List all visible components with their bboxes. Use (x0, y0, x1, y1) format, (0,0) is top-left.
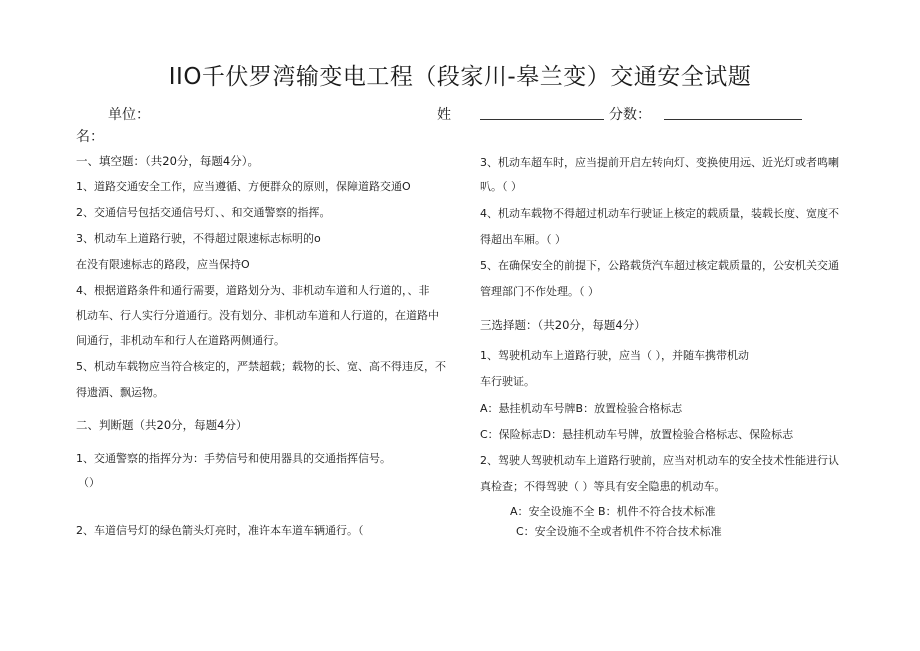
judge-q3-cont: 叭。（ ） (480, 180, 522, 193)
choice-q1-options-ab: A：悬挂机动车号牌B：放置检验合格标志 (480, 402, 683, 415)
fill-q3-cont: 在没有限速标志的路段，应当保持O (76, 258, 250, 271)
section-fill-in-heading: 一、填空题：（共20分，每题4分）。 (76, 154, 259, 168)
judge-q3: 3、机动车超车时，应当提前开启左转向灯、变换使用远、近光灯或者鸣喇 (480, 156, 839, 169)
choice-q1-options-cd: C：保险标志D：悬挂机动车号牌，放置检验合格标志、保险标志 (480, 428, 794, 441)
score-label: 分数： (609, 107, 651, 123)
fill-q5-cont: 得遗酒、飘运物。 (76, 386, 164, 399)
judge-q4: 4、机动车载物不得超过机动车行驶证上核定的载质量，装载长度、宽度不 (480, 207, 839, 220)
score-blank[interactable] (664, 119, 802, 120)
exam-title: IIO千伏罗湾输变电工程（段家川-皋兰变）交通安全试题 (168, 64, 752, 90)
name-blank[interactable] (480, 119, 604, 120)
fill-q4: 4、根据道路条件和通行需要，道路划分为、非机动车道和人行道的，、非 (76, 284, 430, 297)
judge-q1-answer: （） (78, 476, 100, 489)
fill-q3: 3、机动车上道路行驶，不得超过限速标志标明的o (76, 232, 321, 245)
fill-q4-cont1: 机动车、行人实行分道通行。没有划分、非机动车道和人行道的，在道路中 (76, 309, 439, 322)
section-judge-heading: 二、判断题（共20分，每题4分） (76, 418, 248, 432)
choice-q2-cont: 真检查；不得驾驶（ ）等具有安全隐患的机动车。 (480, 480, 726, 493)
unit-label: 单位： (108, 107, 150, 123)
name-label-cont: 名： (76, 129, 104, 145)
choice-q2: 2、驾驶人驾驶机动车上道路行驶前，应当对机动车的安全技术性能进行认 (480, 454, 839, 467)
choice-q2-option-c: C：安全设施不全或者机件不符合技术标准 (516, 525, 722, 538)
judge-q2: 2、车道信号灯的绿色箭头灯亮时，准许本车道车辆通行。（ (76, 524, 364, 537)
judge-q5: 5、在确保安全的前提下，公路载货汽车超过核定载质量的，公安机关交通 (480, 259, 839, 272)
choice-q1-cont: 车行驶证。 (480, 375, 535, 388)
choice-q2-options-ab: A：安全设施不全 B：机件不符合技术标准 (510, 505, 716, 518)
fill-q5: 5、机动车载物应当符合核定的，严禁超载；载物的长、宽、高不得违反，不 (76, 360, 446, 373)
name-label: 姓 (437, 107, 451, 123)
judge-q5-cont: 管理部门不作处理。（ ） (480, 285, 599, 298)
fill-q1: 1、道路交通安全工作，应当遵循、方便群众的原则，保障道路交通O (76, 180, 411, 193)
choice-q1: 1、驾驶机动车上道路行驶，应当（ ），并随车携带机动 (480, 349, 749, 362)
judge-q1: 1、交通警察的指挥分为：手势信号和使用器具的交通指挥信号。 (76, 452, 391, 465)
judge-q4-cont: 得超出车厢。（ ） (480, 233, 566, 246)
fill-q2: 2、交通信号包括交通信号灯、、和交通警察的指挥。 (76, 206, 331, 219)
section-choice-heading: 三选择题：（共20分，每题4分） (480, 318, 646, 332)
fill-q4-cont2: 间通行，非机动车和行人在道路两侧通行。 (76, 334, 285, 347)
